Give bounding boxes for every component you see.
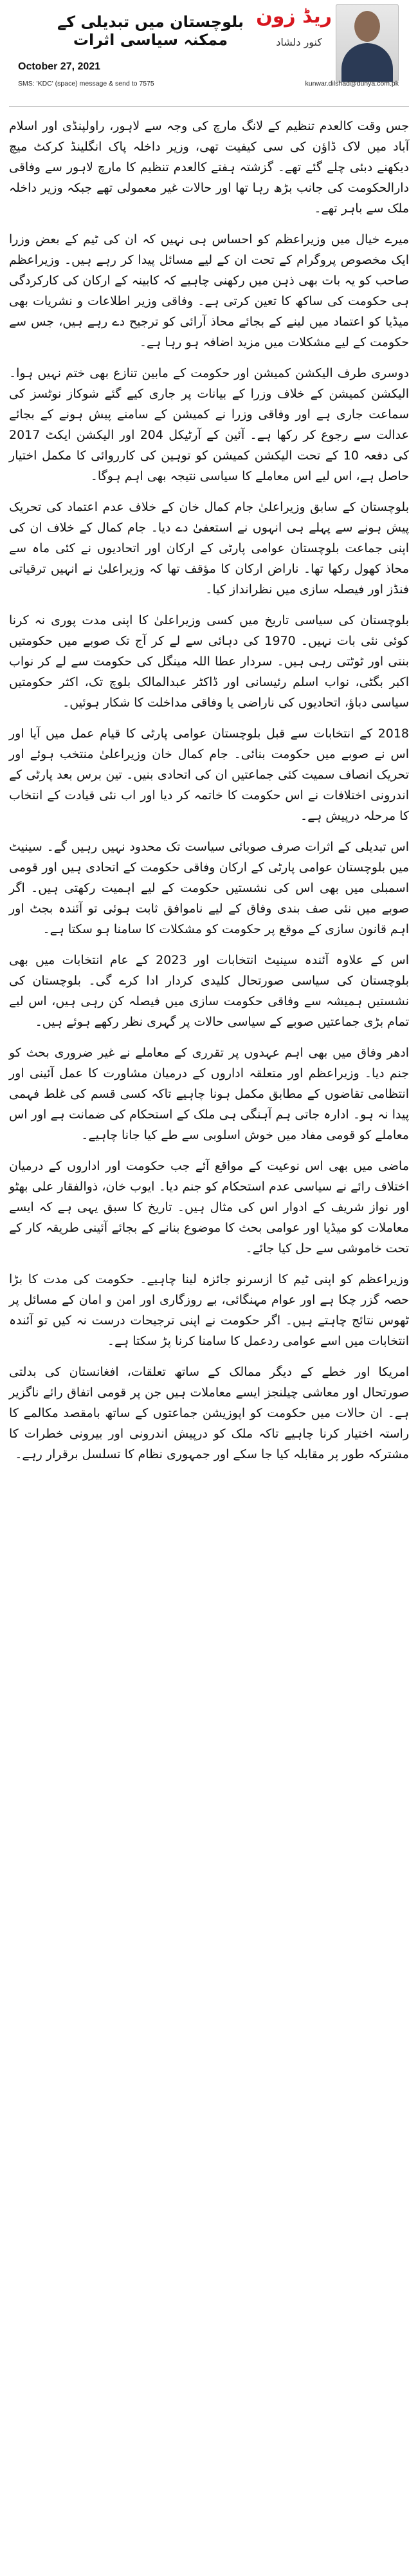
column-header [9,0,409,107]
paragraph: اس تبدیلی کے اثرات صرف صوبائی سیاست تک محدود نہیں رہیں گے۔ سینیٹ میں بلوچستان عوامی پارٹی کے ارکان وفاقی حکومت کے اتحادی ہیں اور قومی اسمبلی میں بھی اس کی نشستیں حکومت کے لیے اہمیت رکھتی ہیں۔ اگر صوبے میں نئی صف بندی وفاق کے لیے ناموافق ثابت ہوئی تو آئندہ بجٹ اور اہم قانون سازی کے موقع پر حکومت کو مشکلات کا سامنا ہو سکتا ہے۔ [9,840,409,936]
paragraph: میرے خیال میں وزیراعظم کو احساس ہی نہیں کہ ان کی ٹیم کے بعض وزرا ایک مخصوص پروگرام کے تحت ان کے لیے مسائل پیدا کر رہے ہیں۔ وزیراعظم صاحب کو یہ بات بھی ذہن میں رکھنی چاہیے کہ کابینہ کے ارکان کی کارکردگی ہی حکومت کی ساکھ کا تعین کرتی ہے۔ وفاقی وزیر اطلاعات و نشریات بھی میڈیا کو اعتماد میں لینے کے بجائے محاذ آرائی کو ترجیح دے رہے ہیں، جس سے حکومت کے لیے مشکلات میں مزید اضافہ ہو رہا ہے۔ [9,232,409,349]
paragraph: بلوچستان کے سابق وزیراعلیٰ جام کمال خان کے خلاف عدم اعتماد کی تحریک پیش ہونے سے پہلے ہی انہوں نے استعفیٰ دے دیا۔ جام کمال کے خلاف ان کی اپنی جماعت بلوچستان عوامی پارٹی کے ارکان اور اتحادیوں نے کئی ماہ سے محاذ کھول رکھا تھا۔ ناراض ارکان کا مؤقف تھا کہ وزیراعلیٰ نے انہیں ترقیاتی فنڈز اور فیصلہ سازی میں نظرانداز کیا۔ [9,500,409,597]
paragraph: ماضی میں بھی اس نوعیت کے مواقع آئے جب حکومت اور اداروں کے درمیان اختلاف رائے نے سیاسی عدم استحکام کو جنم دیا۔ ایوب خان، ذوالفقار علی بھٹو اور نواز شریف کے ادوار اس کی مثال ہیں۔ تاریخ کا سبق یہی ہے کہ ایسے معاملات کو میڈیا اور عوامی بحث کا موضوع بنانے کے بجائے آئینی طریقہ کار کے تحت خاموشی سے حل کیا جائے۔ [9,1159,409,1256]
publish-date: October 27, 2021 [18,61,101,72]
column-name: ریڈ زون [256,5,332,28]
article-body [9,116,409,1465]
paragraph: امریکا اور خطے کے دیگر ممالک کے ساتھ تعلقات، افغانستان کی بدلتی صورتحال اور معاشی چیلنجز ایسے معاملات ہیں جن پر قومی اتفاق رائے ناگزیر ہے۔ ان حالات میں حکومت کو اپوزیشن جماعتوں کے ساتھ بامقصد مکالمے کا راستہ اختیار کرنا چاہیے تاکہ ملک کو درپیش اندرونی اور بیرونی خطرات کا مشترکہ طور پر مقابلہ کیا جا سکے اور جمہوری نظام کا تسلسل برقرار رہے۔ [9,1365,409,1461]
author-portrait [336,4,399,82]
paragraph: جس وقت کالعدم تنظیم کے لانگ مارچ کی وجہ سے لاہور، راولپنڈی اور اسلام آباد میں لاک ڈاؤن کی سی کیفیت تھی، وزیر داخلہ پاک انگلینڈ کرکٹ میچ دیکھنے دبئی چلے گئے تھے۔ گزشتہ ہفتے کالعدم تنظیم کا مارچ لاہور سے وفاقی دارالحکومت کی جانب بڑھ رہا تھا اور حالات غیر معمولی تھے جبکہ وزیر داخلہ ملک سے باہر تھے۔ [9,119,409,216]
headline: بلوچستان میں تبدیلی کے ممکنہ سیاسی اثرات [57,13,244,49]
portrait-head [354,11,380,42]
sms-instructions: SMS: 'KDC' (space) message & send to 7575 [18,80,154,88]
paragraph: بلوچستان کی سیاسی تاریخ میں کسی وزیراعلیٰ کا اپنی مدت پوری نہ کرنا کوئی نئی بات نہیں۔ 1970 کی دہائی سے لے کر آج تک صوبے میں حکومتیں بنتی اور ٹوٹتی رہی ہیں۔ سردار عطا اللہ مینگل کی حکومت سے لے کر نواب اکبر بگٹی، نواب اسلم رئیسانی اور ڈاکٹر عبدالمالک بلوچ تک، اکثر حکومتیں سیاسی دباؤ، اتحادیوں کی ناراضی یا وفاقی مداخلت کا شکار ہوئیں۔ [9,613,410,710]
paragraph: دوسری طرف الیکشن کمیشن اور حکومت کے مابین تنازع بھی ختم نہیں ہوا۔ الیکشن کمیشن کے خلاف وزرا کے بیانات پر جاری کیے گئے شوکاز نوٹسز کی سماعت جاری ہے اور وفاقی وزرا نے کمیشن کے سامنے پیش ہونے کے بجائے عدالت سے رجوع کر رکھا ہے۔ آئین کے آرٹیکل 204 اور الیکشن ایکٹ 2017 کی دفعہ 10 کے تحت الیکشن کمیشن کو توہین کی کارروائی کا مکمل اختیار حاصل ہے، اس لیے اس معاملے کا سیاسی نتیجہ بھی اہم ہوگا۔ [9,366,409,483]
paragraph: وزیراعظم کو اپنی ٹیم کا ازسرنو جائزہ لینا چاہیے۔ حکومت کی مدت کا بڑا حصہ گزر چکا ہے اور عوام مہنگائی، بے روزگاری اور امن و امان کے مسائل پر ٹھوس نتائج چاہتے ہیں۔ اگر حکومت نے اپنی ترجیحات درست نہ کیں تو آئندہ انتخابات میں اسے عوامی ردعمل کا سامنا کرنا پڑ سکتا ہے۔ [9,1272,409,1348]
paragraph: اس کے علاوہ آئندہ سینیٹ انتخابات اور 2023 کے عام انتخابات میں بھی بلوچستان کی سیاسی صورتحال کلیدی کردار ادا کرے گی۔ بلوچستان کی نشستیں ہمیشہ سے وفاقی حکومت سازی میں فیصلہ کن رہی ہیں، اس لیے تمام بڑی جماعتیں صوبے کے سیاسی حالات پر گہری نظر رکھے ہوئے ہیں۔ [9,953,409,1029]
paragraph: 2018 کے انتخابات سے قبل بلوچستان عوامی پارٹی کا قیام عمل میں آیا اور اس نے صوبے میں حکومت بنائی۔ جام کمال خان وزیراعلیٰ منتخب ہوئے اور تحریک انصاف سمیت کئی جماعتیں ان کی اتحادی بنیں۔ تین برس بعد پارٹی کے اندرونی اختلافات نے اس حکومت کا خاتمہ کر دیا اور اب نئی قیادت کے انتخاب کا مرحلہ درپیش ہے۔ [9,727,409,823]
author-email[interactable]: kunwar.dilshad@dunya.com.pk [305,80,399,88]
paragraph: ادھر وفاق میں بھی اہم عہدوں پر تقرری کے معاملے نے غیر ضروری بحث کو جنم دیا۔ وزیراعظم اور متعلقہ اداروں کے درمیان مشاورت کا عمل آئینی اور انتظامی تقاضوں کے مطابق مکمل ہونا چاہیے تاکہ کسی قسم کی غلط فہمی پیدا نہ ہو۔ ادارہ جاتی ہم آہنگی ہی ملک کے استحکام کی ضمانت ہے اور اس معاملے کو قومی مفاد میں خوش اسلوبی سے طے کیا جانا چاہیے۔ [9,1046,409,1142]
portrait-body [341,43,393,82]
author-name: کنور دلشاد [276,36,322,48]
